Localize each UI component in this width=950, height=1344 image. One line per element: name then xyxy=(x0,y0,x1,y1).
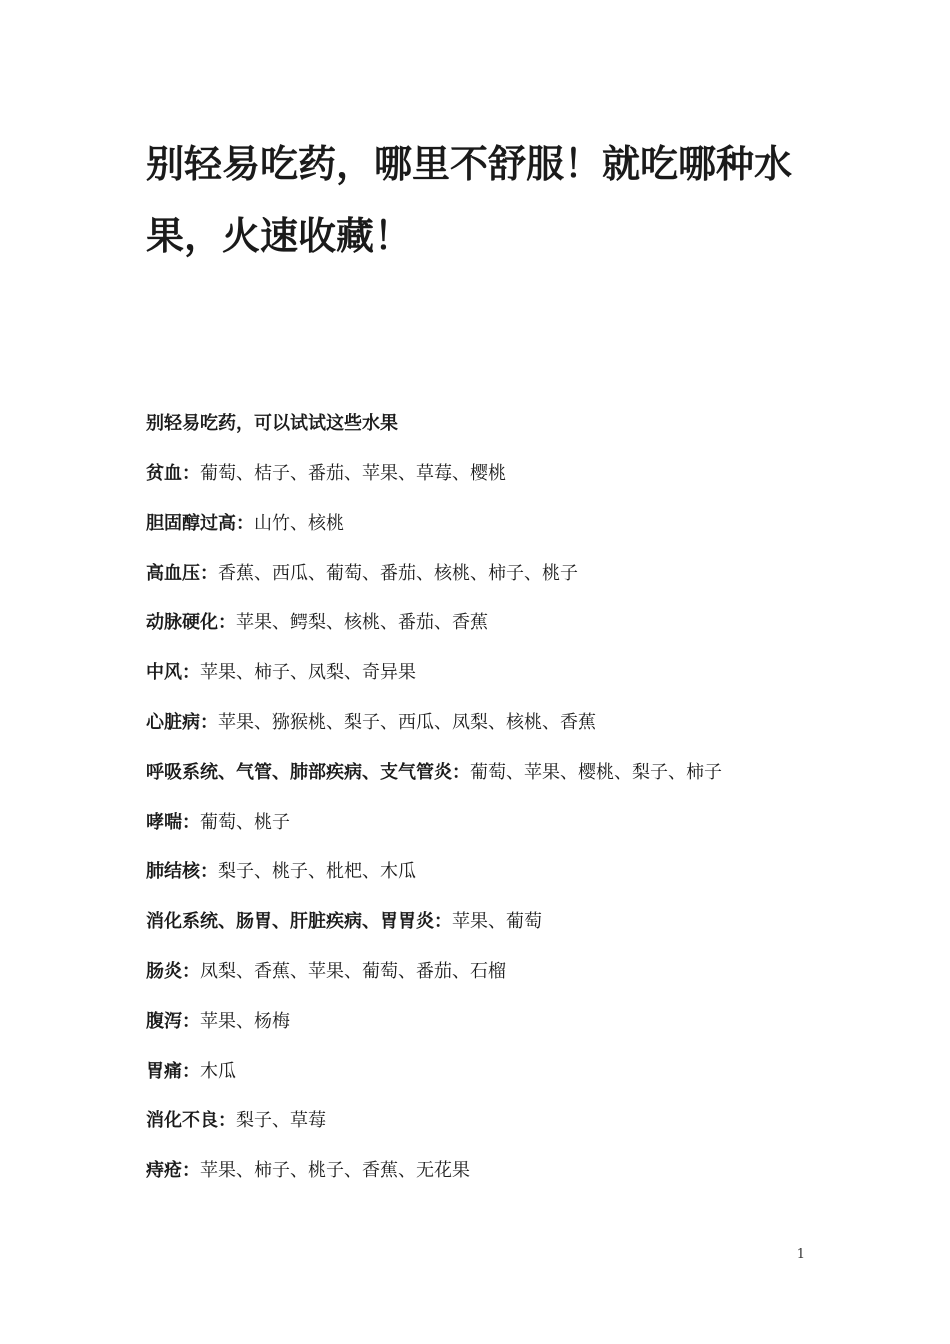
entry-value: 山竹、核桃 xyxy=(254,512,344,534)
entry-tuberculosis xyxy=(146,852,846,902)
entry-value: 葡萄、苹果、樱桃、梨子、柿子 xyxy=(470,761,722,783)
entry-value: 葡萄、桔子、番茄、苹果、草莓、樱桃 xyxy=(200,463,506,484)
entry-high-cholesterol xyxy=(146,504,846,554)
entry-value: 葡萄、桃子 xyxy=(200,811,290,833)
entry-value: 凤梨、香蕉、苹果、葡萄、番茄、石榴 xyxy=(200,960,506,982)
entry-value: 苹果、柿子、桃子、香蕉、无花果 xyxy=(200,1160,470,1182)
entry-label: 心脏病： xyxy=(146,711,218,733)
entry-digestive xyxy=(146,902,846,952)
entry-value: 苹果、猕猴桃、梨子、西瓜、凤梨、核桃、香蕉 xyxy=(218,711,596,733)
entry-hemorrhoids xyxy=(146,1151,846,1201)
entry-enteritis xyxy=(146,952,846,1002)
entry-label: 中风： xyxy=(146,662,200,684)
entry-value: 香蕉、西瓜、葡萄、番茄、核桃、柿子、桃子 xyxy=(218,562,578,584)
entry-label: 消化系统、肠胃、肝脏疾病、胃胃炎： xyxy=(146,911,452,933)
entry-stroke xyxy=(146,653,846,703)
page-number: 1 xyxy=(796,1247,805,1262)
document-body xyxy=(146,404,846,1201)
entry-value: 梨子、草莓 xyxy=(236,1110,326,1132)
entry-value: 苹果、柿子、凤梨、奇异果 xyxy=(200,662,416,684)
entry-stomachache xyxy=(146,1052,846,1102)
entry-heart-disease xyxy=(146,703,846,753)
entry-label: 肠炎： xyxy=(146,960,200,982)
entry-value: 梨子、桃子、枇杷、木瓜 xyxy=(218,861,416,883)
entry-label: 消化不良： xyxy=(146,1110,236,1132)
entry-value: 木瓜 xyxy=(200,1060,236,1082)
entry-value: 苹果、鳄梨、核桃、番茄、香蕉 xyxy=(236,612,488,634)
title-line-2: 果，火速收藏！ xyxy=(146,214,413,258)
entry-label: 动脉硬化： xyxy=(146,612,236,634)
entry-hypertension xyxy=(146,554,846,604)
entry-value: 苹果、葡萄 xyxy=(452,911,542,933)
entry-label: 肺结核： xyxy=(146,861,218,883)
section-subtitle: 别轻易吃药，可以试试这些水果 xyxy=(146,413,398,434)
entry-label: 胆固醇过高： xyxy=(146,512,254,534)
document-title xyxy=(146,128,826,272)
entry-asthma xyxy=(146,803,846,853)
entry-respiratory xyxy=(146,753,846,803)
title-line-1: 别轻易吃药，哪里不舒服！就吃哪种水 xyxy=(146,142,793,186)
entry-label: 哮喘： xyxy=(146,811,200,833)
entry-anemia xyxy=(146,454,846,504)
entry-label: 腹泻： xyxy=(146,1010,200,1032)
entry-diarrhea xyxy=(146,1002,846,1052)
entry-label: 呼吸系统、气管、肺部疾病、支气管炎： xyxy=(146,761,470,783)
entry-label: 贫血： xyxy=(146,463,200,484)
entry-value: 苹果、杨梅 xyxy=(200,1010,290,1032)
entry-arteriosclerosis xyxy=(146,603,846,653)
entry-label: 胃痛： xyxy=(146,1060,200,1082)
entry-label: 高血压： xyxy=(146,562,218,584)
entry-label: 痔疮： xyxy=(146,1160,200,1182)
entry-indigestion xyxy=(146,1101,846,1151)
